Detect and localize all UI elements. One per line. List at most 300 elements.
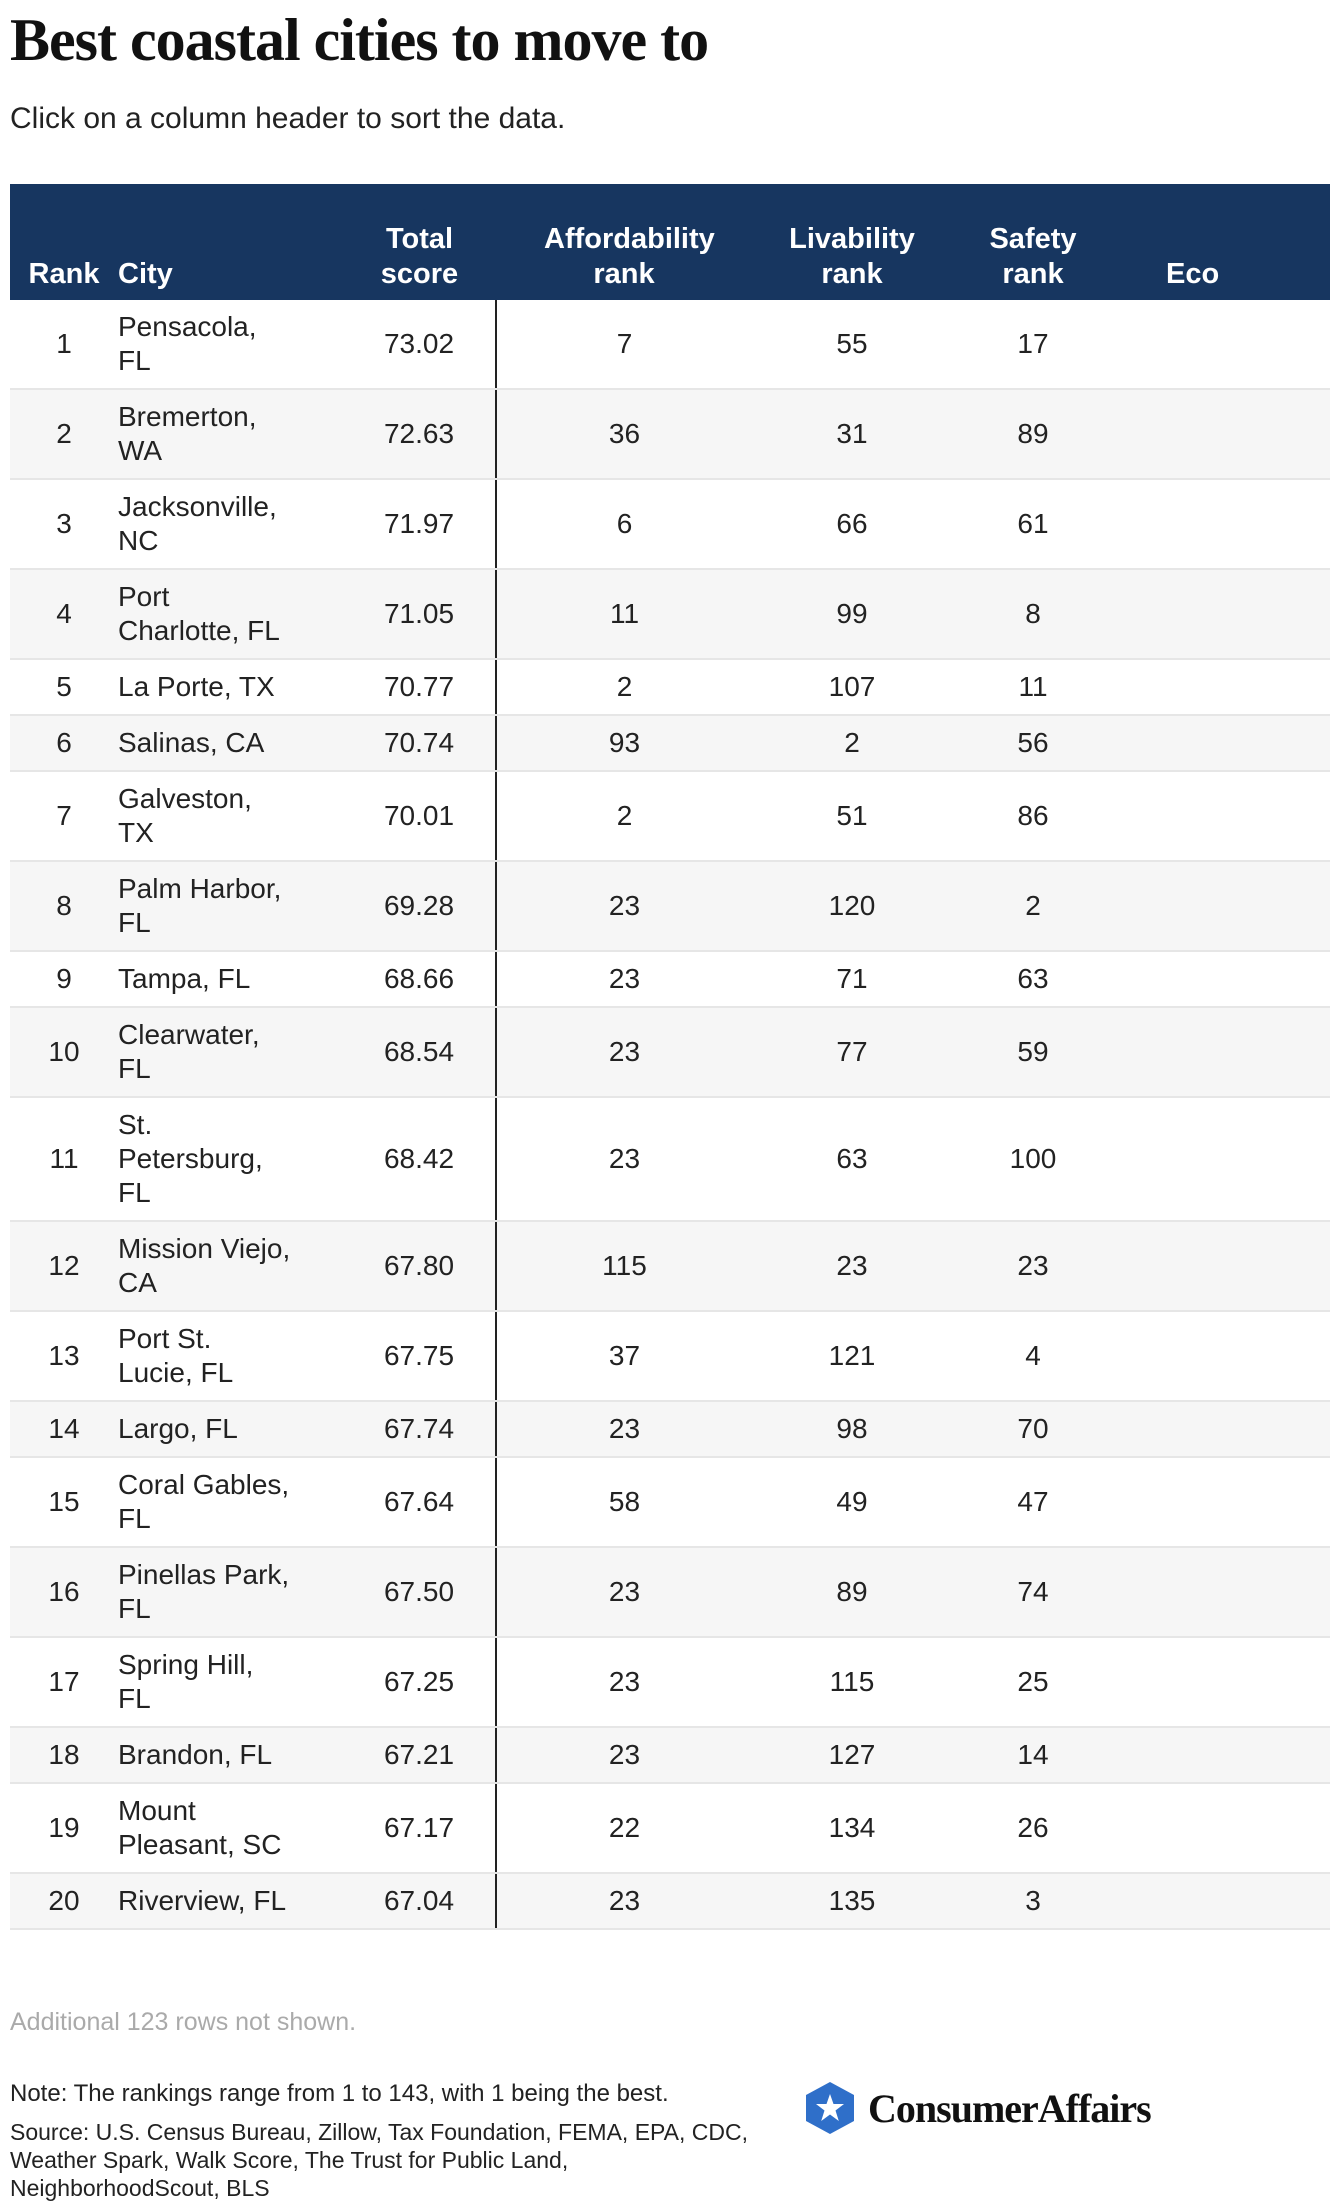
- cell-city: [118, 1457, 343, 1547]
- column-header-label: Safety rank: [989, 223, 1077, 290]
- cell-safety: [952, 1873, 1114, 1929]
- cell-rank-value: 9: [56, 963, 72, 994]
- cell-econ: [1114, 1221, 1330, 1311]
- cell-safety: [952, 715, 1114, 771]
- cell-afford-value: 23: [608, 1885, 641, 1916]
- cell-safety: [952, 1727, 1114, 1783]
- cell-live: [752, 1007, 952, 1097]
- cell-score: [343, 1547, 496, 1637]
- table-row: [10, 1783, 1330, 1873]
- cell-afford-value: 22: [608, 1812, 641, 1843]
- cell-afford-value: 115: [602, 1250, 647, 1281]
- cell-rank-value: 20: [48, 1885, 80, 1916]
- cell-live: [752, 1727, 952, 1783]
- cell-city: [118, 861, 343, 951]
- column-header-live[interactable]: [752, 184, 952, 300]
- table-row: [10, 715, 1330, 771]
- table-row: [10, 1097, 1330, 1221]
- cell-safety: [952, 1401, 1114, 1457]
- cell-safety: [952, 1007, 1114, 1097]
- cell-afford-value: 7: [616, 328, 633, 359]
- cell-afford-value: 6: [616, 508, 633, 539]
- cell-econ: [1114, 569, 1330, 659]
- cell-afford: [496, 1637, 752, 1727]
- cell-rank: [10, 389, 118, 479]
- cell-econ: [1114, 715, 1330, 771]
- cell-city-value: Largo, FL: [118, 1413, 238, 1444]
- cell-econ: [1114, 1401, 1330, 1457]
- cell-score-value: 67.74: [383, 1413, 455, 1444]
- cell-live-value: 107: [828, 671, 876, 702]
- table-row: [10, 861, 1330, 951]
- cell-econ: [1114, 1783, 1330, 1873]
- cell-afford: [496, 1097, 752, 1221]
- rankings-note: Note: The rankings range from 1 to 143, with 1 being the best.: [10, 2080, 669, 2107]
- cell-live-value: 121: [828, 1340, 876, 1371]
- cell-city: [118, 1401, 343, 1457]
- cell-live: [752, 300, 952, 389]
- cell-rank: [10, 1547, 118, 1637]
- table-row: [10, 389, 1330, 479]
- cell-live-value: 127: [828, 1739, 876, 1770]
- cell-econ: [1114, 479, 1330, 569]
- cell-afford: [496, 1007, 752, 1097]
- cell-city-value: St. Petersburg, FL: [118, 1109, 263, 1208]
- cell-city: [118, 1311, 343, 1401]
- cell-rank-value: 17: [48, 1666, 80, 1697]
- star-shield-icon: [802, 2080, 858, 2136]
- cell-live: [752, 1221, 952, 1311]
- cell-afford: [496, 1873, 752, 1929]
- cell-safety: [952, 1783, 1114, 1873]
- cell-safety-value: 11: [1018, 671, 1048, 702]
- cell-live-value: 89: [836, 1576, 868, 1607]
- cell-city: [118, 1007, 343, 1097]
- cell-live: [752, 1097, 952, 1221]
- cell-safety: [952, 300, 1114, 389]
- cell-city: [118, 1873, 343, 1929]
- cell-safety-value: 59: [1017, 1036, 1049, 1067]
- cell-afford: [496, 861, 752, 951]
- cell-city: [118, 300, 343, 389]
- cell-afford: [496, 1783, 752, 1873]
- cell-rank-value: 4: [56, 598, 72, 629]
- cell-afford-value: 23: [608, 1413, 641, 1444]
- logo-text: ConsumerAffairs: [868, 2085, 1151, 2131]
- cell-afford-value: 23: [608, 1036, 641, 1067]
- table-row: [10, 1457, 1330, 1547]
- column-header-label: Rank: [28, 258, 100, 290]
- cell-rank-value: 2: [56, 418, 72, 449]
- cell-afford: [496, 1727, 752, 1783]
- cell-afford-value: 23: [608, 890, 641, 921]
- ranking-table-container: [10, 184, 1220, 1930]
- table-row: [10, 569, 1330, 659]
- cell-city: [118, 389, 343, 479]
- cell-rank: [10, 659, 118, 715]
- cell-score-value: 73.02: [383, 328, 455, 359]
- cell-rank-value: 5: [56, 671, 72, 702]
- cell-safety-value: 4: [1025, 1340, 1041, 1371]
- cell-afford: [496, 1221, 752, 1311]
- cell-rank: [10, 1221, 118, 1311]
- column-header-label: Affordability rank: [544, 223, 715, 290]
- cell-live: [752, 1547, 952, 1637]
- column-header-label: Eco: [1166, 258, 1220, 290]
- cell-rank: [10, 1097, 118, 1221]
- cell-safety-value: 86: [1017, 800, 1049, 831]
- cell-city-value: Tampa, FL: [118, 963, 251, 994]
- cell-city-value: Mount Pleasant, SC: [118, 1795, 282, 1860]
- column-header-label: City: [118, 258, 173, 290]
- cell-score: [343, 1007, 496, 1097]
- cell-score-value: 71.05: [383, 598, 455, 629]
- cell-city-value: Jacksonville, NC: [118, 491, 277, 556]
- cell-rank: [10, 1727, 118, 1783]
- cell-score-value: 67.04: [383, 1885, 455, 1916]
- cell-score: [343, 569, 496, 659]
- cell-safety-value: 2: [1025, 890, 1041, 921]
- cell-city-value: Mission Viejo, CA: [118, 1233, 291, 1298]
- cell-safety-value: 3: [1025, 1885, 1041, 1916]
- cell-rank: [10, 1401, 118, 1457]
- table-row: [10, 1727, 1330, 1783]
- cell-city-value: Pinellas Park, FL: [118, 1559, 290, 1624]
- cell-afford: [496, 1457, 752, 1547]
- cell-safety: [952, 861, 1114, 951]
- cell-score: [343, 1401, 496, 1457]
- cell-live-value: 66: [836, 508, 868, 539]
- cell-rank-value: 7: [56, 800, 72, 831]
- cell-rank: [10, 715, 118, 771]
- cell-score: [343, 861, 496, 951]
- cell-econ: [1114, 1873, 1330, 1929]
- cell-city: [118, 771, 343, 861]
- cell-live-value: 31: [836, 418, 868, 449]
- cell-safety: [952, 1311, 1114, 1401]
- cell-live-value: 23: [836, 1250, 868, 1281]
- cell-safety-value: 56: [1017, 727, 1049, 758]
- page-title: Best coastal cities to move to: [10, 7, 709, 73]
- cell-econ: [1114, 1637, 1330, 1727]
- table-body: [10, 300, 1330, 1929]
- cell-live-value: 135: [828, 1885, 876, 1916]
- cell-live-value: 120: [828, 890, 876, 921]
- cell-rank: [10, 1311, 118, 1401]
- cell-live: [752, 1457, 952, 1547]
- cell-city: [118, 479, 343, 569]
- cell-afford-value: 36: [608, 418, 641, 449]
- cell-city-value: Salinas, CA: [118, 727, 265, 758]
- cell-rank-value: 16: [48, 1576, 80, 1607]
- table-row: [10, 1311, 1330, 1401]
- cell-rank-value: 19: [48, 1812, 80, 1843]
- cell-score-value: 67.80: [383, 1250, 455, 1281]
- cell-afford-value: 2: [616, 671, 633, 702]
- cell-score-value: 67.75: [383, 1340, 455, 1371]
- cell-score: [343, 1637, 496, 1727]
- cell-rank-value: 1: [56, 328, 72, 359]
- cell-live-value: 98: [836, 1413, 868, 1444]
- cell-rank: [10, 861, 118, 951]
- cell-rank: [10, 1637, 118, 1727]
- cell-rank: [10, 951, 118, 1007]
- cell-score-value: 71.97: [383, 508, 455, 539]
- cell-safety: [952, 659, 1114, 715]
- cell-rank: [10, 771, 118, 861]
- cell-econ: [1114, 1311, 1330, 1401]
- cell-afford-value: 23: [608, 1666, 641, 1697]
- cell-live: [752, 771, 952, 861]
- column-header-label: Livability rank: [789, 223, 915, 290]
- cell-afford-value: 23: [608, 1143, 641, 1174]
- cell-safety: [952, 1097, 1114, 1221]
- cell-score-value: 70.01: [383, 800, 455, 831]
- cell-city-value: Bremerton, WA: [118, 401, 257, 466]
- cell-score-value: 70.77: [383, 671, 455, 702]
- cell-econ: [1114, 1547, 1330, 1637]
- cell-score-value: 72.63: [383, 418, 455, 449]
- cell-city-value: Clearwater, FL: [118, 1019, 260, 1084]
- cell-rank-value: 6: [56, 727, 72, 758]
- cell-rank-value: 10: [48, 1036, 80, 1067]
- cell-score: [343, 1727, 496, 1783]
- cell-city-value: Port Charlotte, FL: [118, 581, 280, 646]
- cell-rank: [10, 1783, 118, 1873]
- table-row: [10, 1401, 1330, 1457]
- table-row: [10, 300, 1330, 389]
- page-subtitle: Click on a column header to sort the data.: [10, 102, 566, 135]
- cell-afford-value: 37: [608, 1340, 641, 1371]
- cell-safety-value: 14: [1017, 1739, 1049, 1770]
- cell-rank-value: 11: [49, 1143, 79, 1174]
- cell-rank: [10, 300, 118, 389]
- cell-safety: [952, 951, 1114, 1007]
- cell-rank-value: 12: [48, 1250, 80, 1281]
- cell-live: [752, 1783, 952, 1873]
- cell-afford: [496, 389, 752, 479]
- cell-live: [752, 1637, 952, 1727]
- cell-city: [118, 569, 343, 659]
- cell-city: [118, 1097, 343, 1221]
- cell-score: [343, 771, 496, 861]
- column-header-city[interactable]: [118, 184, 343, 300]
- cell-score: [343, 1873, 496, 1929]
- cell-rank: [10, 1007, 118, 1097]
- cell-rank-value: 3: [56, 508, 72, 539]
- cell-afford-value: 93: [608, 727, 641, 758]
- cell-safety-value: 25: [1017, 1666, 1049, 1697]
- cell-safety: [952, 1221, 1114, 1311]
- cell-safety: [952, 1637, 1114, 1727]
- cell-econ: [1114, 1007, 1330, 1097]
- cell-safety-value: 89: [1017, 418, 1049, 449]
- cell-safety: [952, 1457, 1114, 1547]
- cell-live: [752, 479, 952, 569]
- cell-live: [752, 1311, 952, 1401]
- cell-score-value: 69.28: [383, 890, 455, 921]
- cell-live: [752, 389, 952, 479]
- cell-city: [118, 715, 343, 771]
- cell-live: [752, 569, 952, 659]
- cell-afford-value: 23: [608, 963, 641, 994]
- cell-rank: [10, 569, 118, 659]
- cell-rank: [10, 479, 118, 569]
- cell-live-value: 49: [836, 1486, 868, 1517]
- cell-city-value: Port St. Lucie, FL: [118, 1323, 234, 1388]
- cell-rank-value: 13: [48, 1340, 80, 1371]
- cell-safety-value: 74: [1017, 1576, 1049, 1607]
- cell-live: [752, 951, 952, 1007]
- cell-score-value: 68.66: [383, 963, 455, 994]
- cell-afford: [496, 569, 752, 659]
- cell-live-value: 2: [844, 727, 860, 758]
- column-header-safety[interactable]: [952, 184, 1114, 300]
- cell-score: [343, 1311, 496, 1401]
- cell-live: [752, 1401, 952, 1457]
- cell-afford-value: 11: [609, 598, 640, 629]
- cell-city: [118, 659, 343, 715]
- cell-econ: [1114, 771, 1330, 861]
- cell-safety-value: 8: [1025, 598, 1041, 629]
- cell-city: [118, 951, 343, 1007]
- cell-city: [118, 1547, 343, 1637]
- cell-rank: [10, 1457, 118, 1547]
- cell-score-value: 68.42: [383, 1143, 455, 1174]
- cell-econ: [1114, 861, 1330, 951]
- cell-score: [343, 715, 496, 771]
- cell-rank-value: 18: [48, 1739, 80, 1770]
- cell-score-value: 68.54: [383, 1036, 455, 1067]
- cell-live-value: 51: [836, 800, 868, 831]
- cell-live-value: 63: [836, 1143, 868, 1174]
- cell-econ: [1114, 1097, 1330, 1221]
- cell-score-value: 67.17: [383, 1812, 455, 1843]
- cell-econ: [1114, 659, 1330, 715]
- cell-afford: [496, 715, 752, 771]
- table-row: [10, 951, 1330, 1007]
- cell-afford-value: 23: [608, 1576, 641, 1607]
- cell-econ: [1114, 389, 1330, 479]
- cell-safety: [952, 771, 1114, 861]
- cell-afford: [496, 1547, 752, 1637]
- cell-score-value: 67.64: [383, 1486, 455, 1517]
- cell-score: [343, 1783, 496, 1873]
- cell-safety-value: 23: [1017, 1250, 1049, 1281]
- cell-live: [752, 1873, 952, 1929]
- cell-live-value: 71: [836, 963, 868, 994]
- cell-live-value: 77: [836, 1036, 868, 1067]
- cell-safety-value: 70: [1017, 1413, 1049, 1444]
- table-row: [10, 659, 1330, 715]
- cell-city-value: La Porte, TX: [118, 671, 275, 702]
- cell-econ: [1114, 951, 1330, 1007]
- cell-score-value: 67.25: [383, 1666, 455, 1697]
- cell-live-value: 99: [836, 598, 868, 629]
- cell-safety-value: 100: [1009, 1143, 1057, 1174]
- cell-city: [118, 1783, 343, 1873]
- cell-afford: [496, 1311, 752, 1401]
- cell-safety: [952, 1547, 1114, 1637]
- cell-city-value: Coral Gables, FL: [118, 1469, 290, 1534]
- source-note: Source: U.S. Census Bureau, Zillow, Tax Foundation, FEMA, EPA, CDC, Weather Spark, Walk Score, The Trust for Public Land, NeighborhoodScout, BLS: [10, 2119, 749, 2201]
- cell-score: [343, 300, 496, 389]
- cell-econ: [1114, 1457, 1330, 1547]
- cell-rank-value: 8: [56, 890, 72, 921]
- cell-live-value: 115: [829, 1666, 875, 1697]
- cell-afford: [496, 1401, 752, 1457]
- cell-city-value: Pensacola, FL: [118, 311, 257, 376]
- cell-live: [752, 715, 952, 771]
- cell-live: [752, 659, 952, 715]
- cell-safety-value: 61: [1017, 508, 1049, 539]
- table-row: [10, 1873, 1330, 1929]
- column-header-rank[interactable]: [10, 184, 118, 300]
- cell-city-value: Spring Hill, FL: [118, 1649, 254, 1714]
- cell-safety: [952, 569, 1114, 659]
- cell-live: [752, 861, 952, 951]
- cell-city: [118, 1727, 343, 1783]
- cell-rank: [10, 1873, 118, 1929]
- cell-live-value: 134: [828, 1812, 876, 1843]
- cell-rank-value: 14: [48, 1413, 80, 1444]
- cell-econ: [1114, 300, 1330, 389]
- cell-city-value: Riverview, FL: [118, 1885, 287, 1916]
- cell-score: [343, 1457, 496, 1547]
- column-header-score[interactable]: [343, 184, 496, 300]
- column-header-label: Total score: [380, 223, 459, 290]
- cell-score: [343, 479, 496, 569]
- cell-city-value: Galveston, TX: [118, 783, 252, 848]
- cell-afford-value: 58: [608, 1486, 641, 1517]
- cell-score-value: 67.21: [383, 1739, 455, 1770]
- ranking-table: [10, 184, 1330, 1930]
- cell-afford: [496, 771, 752, 861]
- cell-score: [343, 1097, 496, 1221]
- cell-score: [343, 1221, 496, 1311]
- rows-not-shown-note: Additional 123 rows not shown.: [10, 2008, 357, 2036]
- consumeraffairs-logo[interactable]: [802, 2080, 1151, 2136]
- cell-econ: [1114, 1727, 1330, 1783]
- cell-afford-value: 23: [608, 1739, 641, 1770]
- cell-safety-value: 47: [1017, 1486, 1049, 1517]
- table-row: [10, 479, 1330, 569]
- cell-score-value: 70.74: [383, 727, 455, 758]
- cell-safety-value: 26: [1017, 1812, 1049, 1843]
- cell-score: [343, 659, 496, 715]
- cell-safety-value: 17: [1017, 328, 1049, 359]
- table-row: [10, 1637, 1330, 1727]
- cell-afford: [496, 300, 752, 389]
- column-header-econ[interactable]: [1114, 184, 1330, 300]
- cell-safety: [952, 479, 1114, 569]
- column-header-afford[interactable]: [496, 184, 752, 300]
- cell-score-value: 67.50: [383, 1576, 455, 1607]
- cell-afford: [496, 951, 752, 1007]
- cell-city: [118, 1637, 343, 1727]
- cell-safety-value: 63: [1017, 963, 1049, 994]
- cell-rank-value: 15: [48, 1486, 80, 1517]
- cell-city: [118, 1221, 343, 1311]
- cell-score: [343, 389, 496, 479]
- cell-score: [343, 951, 496, 1007]
- table-row: [10, 1221, 1330, 1311]
- cell-safety: [952, 389, 1114, 479]
- cell-city-value: Palm Harbor, FL: [118, 873, 282, 938]
- table-row: [10, 1547, 1330, 1637]
- table-header-row: [10, 184, 1330, 300]
- cell-live-value: 55: [836, 328, 868, 359]
